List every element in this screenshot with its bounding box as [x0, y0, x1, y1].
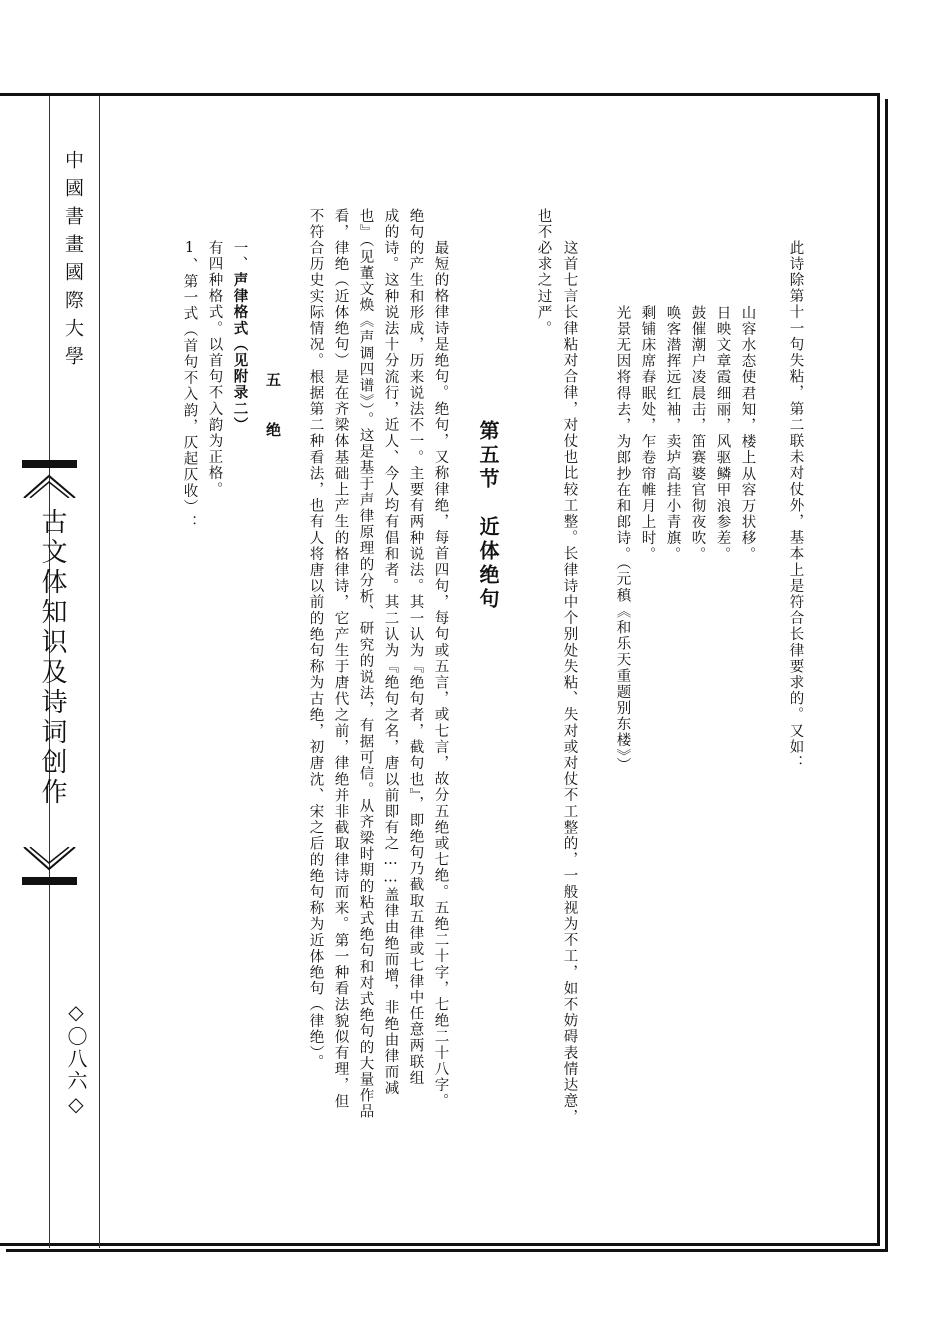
- page-number: ◇〇八六◇: [64, 1000, 88, 1118]
- part-line-2: 1、第一式（首句不入韵，仄起仄收）：: [181, 240, 198, 532]
- section-line-4: 也』（见董文焕《声调四谱》）。这是基于声律原理的分析、研究的说法，有据可信。从齐梁时期的粘式绝句和对式绝句的大量作品: [357, 208, 374, 1121]
- part-label-title: 声律格式: [231, 272, 249, 337]
- poem-line-4: 唤客潜挥远红袖，卖垆高挂小青旗。: [664, 305, 681, 563]
- part-line-1: 有四种格式。以首句不入韵为正格。: [206, 240, 223, 498]
- commentary-line-1: 这首七言长律粘对合律，对仗也比较工整。长律诗中个别处失粘、失对或对仗不工整的，一般视为不工，如不妨碍表情达意，: [561, 240, 578, 1126]
- book-title: 古文体知识及诗词创作: [37, 508, 67, 808]
- title-box-bottom-bar: [22, 877, 77, 885]
- intro-line: 此诗除第十一句失粘，第二联未对仗外，基本上是符合长律要求的。又如：: [787, 240, 804, 772]
- section-line-6: 不符合历史实际情况。根据第二种看法，也有人将唐以前的绝句称为古绝，初唐沈、宋之后的绝句称为近体绝句（律绝）。: [307, 208, 324, 1071]
- section-line-3: 成的诗。这种说法十分流行，近人、今人均有倡和者。其二认为『绝句之名，唐以前即有之……盖律由绝而增，非绝由律而减: [382, 208, 399, 1097]
- subsection-heading: 五 绝: [264, 372, 282, 439]
- poem-line-1: 山容水态使君知，楼上从容万状移。: [739, 305, 756, 563]
- section-line-2: 绝句的产生和形成，历来说法不一。主要有两种说法。其一认为『绝句者，截句也』，即绝句乃截取五律或七律中任意两联组: [407, 208, 424, 1087]
- poem-line-2: 日映文章霞细丽，风驱鳞甲浪参差。: [714, 305, 731, 563]
- book-title-box: [22, 460, 77, 885]
- poem-line-5: 剩铺床席春眠处，乍卷帘帷月上时。: [639, 305, 656, 563]
- part-label-note: （见附录二）: [231, 336, 249, 434]
- part-label: [232, 240, 247, 433]
- section-line-1: 最短的格律诗是绝句。绝句，又称律绝，每首四句，每句或五言，或七言，故分五绝或七绝。五绝二十字，七绝二十八字。: [432, 240, 449, 1110]
- title-box-top-bar: [22, 460, 77, 468]
- commentary-line-2: 也不必求之过严。: [535, 208, 552, 337]
- poem-line-6: 光景无因将得去，为郎抄在和郎诗。（元稹《和乐天重题别东楼》）: [614, 305, 631, 774]
- school-name: 中國書畫國際大學: [62, 150, 84, 374]
- chevron-up-ornament-icon: [22, 472, 77, 498]
- section-heading: 第五节 近体绝句: [476, 420, 500, 612]
- poem-line-3: 鼓催潮户凌晨击，笛赛婆官彻夜吹。: [689, 305, 706, 563]
- binding-line-right: [99, 96, 100, 1248]
- section-line-5: 看，律绝（近体绝句）是在齐梁体基础上产生的格律诗，它产生于唐代之前，律绝并非截取律诗而来。第一种看法貌似有理，但: [332, 208, 349, 1110]
- chevron-down-ornament-icon: [22, 847, 77, 873]
- part-label-number: 一、: [231, 240, 248, 273]
